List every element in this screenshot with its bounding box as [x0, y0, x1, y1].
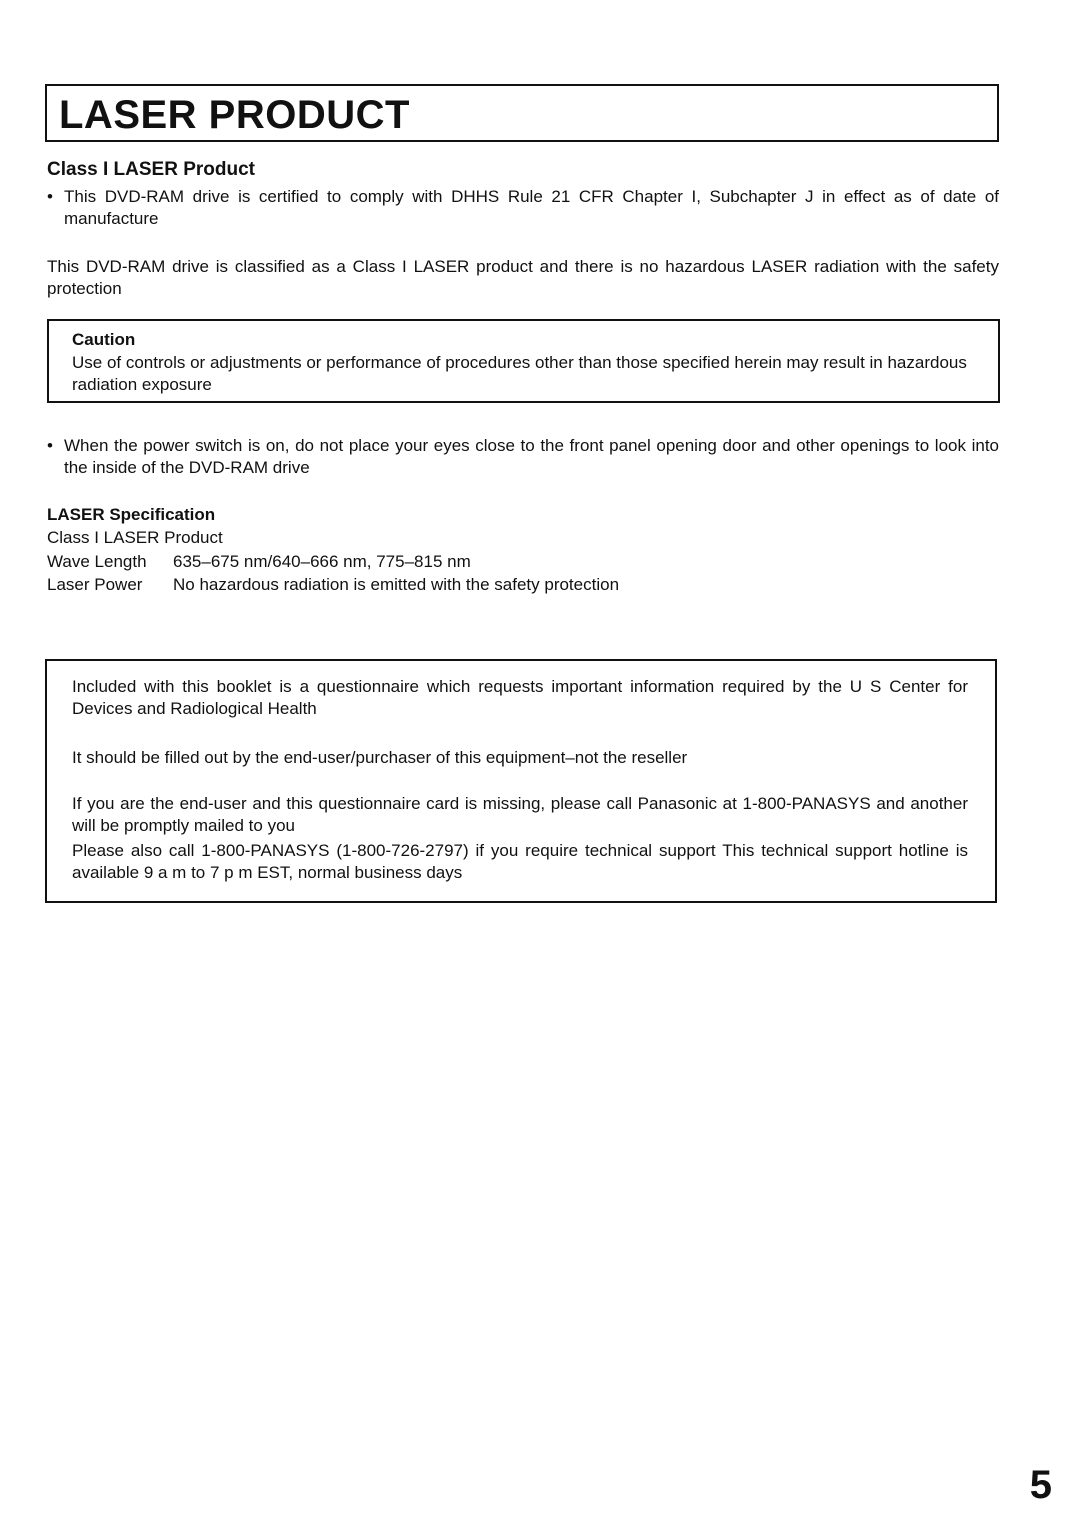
- info-paragraph: Included with this booklet is a questionnaire which requests important information required by the U S Center for Devices and Radiological Health: [72, 677, 968, 718]
- page-title: LASER PRODUCT: [59, 93, 410, 137]
- info-paragraph: If you are the end-user and this questionnaire card is missing, please call Panasonic at 1-800-PANASYS and another will be promptly mailed to you: [72, 794, 968, 835]
- bullet-text: When the power switch is on, do not place your eyes close to the front panel opening door and other openings to look into the inside of the DVD-RAM drive: [64, 436, 999, 477]
- spec-power-row: [47, 574, 619, 596]
- bullet-text: This DVD-RAM drive is certified to comply with DHHS Rule 21 CFR Chapter I, Subchapter J in effect as of date of manufacture: [64, 187, 999, 228]
- bullet-icon: •: [47, 187, 53, 206]
- caution-heading: Caution: [72, 330, 136, 349]
- bullet-icon: •: [47, 436, 53, 455]
- classification-paragraph: This DVD-RAM drive is classified as a Class I LASER product and there is no hazardous LASER radiation with the safety protection: [47, 257, 999, 298]
- spec-wave-row: [47, 551, 471, 573]
- info-paragraph: It should be filled out by the end-user/purchaser of this equipment–not the reseller: [72, 748, 688, 767]
- info-paragraph: Please also call 1-800-PANASYS (1-800-726-2797) if you require technical support This technical support hotline is available 9 a m to 7 p m EST, normal business days: [72, 841, 968, 882]
- spec-wave-value: 635–675 nm/640–666 nm, 775–815 nm: [173, 552, 471, 571]
- page-number: 5: [1029, 1463, 1052, 1507]
- section-heading: Class I LASER Product: [47, 159, 255, 180]
- bullet-item: [47, 186, 999, 230]
- caution-text: Use of controls or adjustments or performance of procedures other than those specified herein may result in hazardous radiation exposure: [72, 353, 967, 394]
- spec-power-label: Laser Power: [47, 575, 143, 594]
- spec-wave-label: Wave Length: [47, 552, 147, 571]
- caution-box: [47, 319, 1000, 403]
- spec-power-value: No hazardous radiation is emitted with the safety protection: [173, 575, 620, 594]
- title-box: [45, 84, 999, 142]
- info-box: [45, 659, 997, 903]
- bullet-item: [47, 435, 999, 479]
- spec-heading: LASER Specification: [47, 505, 216, 524]
- spec-class-line: Class I LASER Product: [47, 528, 223, 547]
